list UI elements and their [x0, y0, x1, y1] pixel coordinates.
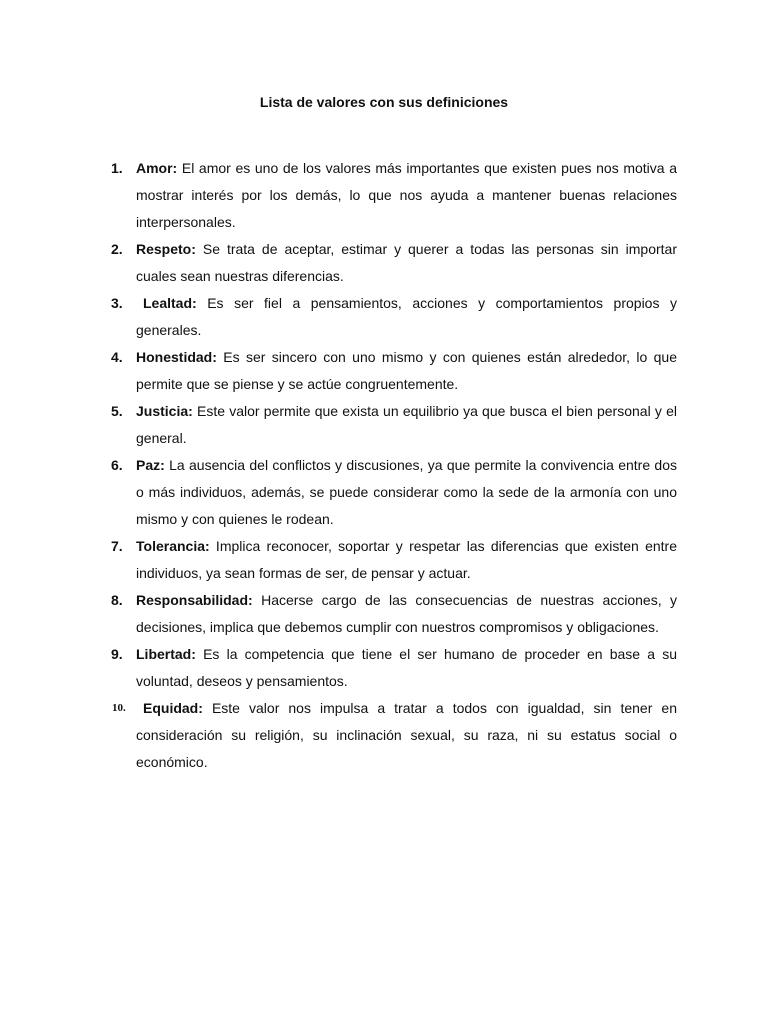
list-item — [112, 695, 677, 776]
item-number: 2. — [111, 241, 123, 257]
list-item — [111, 344, 677, 398]
item-term: Respeto: — [136, 241, 196, 257]
list-item — [111, 398, 677, 452]
item-definition: Hacerse cargo de las consecuencias de nuestras acciones, y decisiones, implica que debemos cumplir con nuestros compromisos y obligaciones. — [136, 592, 677, 635]
item-term: Equidad: — [143, 700, 203, 716]
item-term: Tolerancia: — [136, 538, 210, 554]
item-definition: La ausencia del conflictos y discusiones, ya que permite la convivencia entre dos o más individuos, además, se puede considerar como la sede de la armonía con uno mismo y con quienes le rodean. — [136, 457, 677, 527]
item-number: 10. — [112, 702, 126, 714]
list-item — [111, 533, 677, 587]
list-item — [111, 452, 677, 533]
list-item — [111, 641, 677, 695]
list-item — [111, 236, 677, 290]
item-definition: Es ser sincero con uno mismo y con quienes están alrededor, lo que permite que se piense y se actúe congruentemente. — [136, 349, 677, 392]
item-number: 3. — [111, 295, 123, 311]
item-term: Paz: — [136, 457, 165, 473]
list-item — [111, 155, 677, 236]
list-item — [111, 290, 677, 344]
item-definition: Es la competencia que tiene el ser humano de proceder en base a su voluntad, deseos y pensamientos. — [136, 646, 677, 689]
item-term: Lealtad: — [143, 295, 197, 311]
item-number: 4. — [111, 349, 123, 365]
values-list — [111, 155, 677, 776]
document-title: Lista de valores con sus definiciones — [259, 94, 509, 110]
item-number: 1. — [111, 160, 123, 176]
item-term: Amor: — [136, 160, 178, 176]
item-definition: Este valor permite que exista un equilibrio ya que busca el bien personal y el general. — [136, 403, 677, 446]
item-definition: El amor es uno de los valores más importantes que existen pues nos motiva a mostrar interés por los demás, lo que nos ayuda a mantener buenas relaciones interpersonales. — [136, 160, 677, 230]
item-number: 5. — [111, 403, 123, 419]
item-number: 6. — [111, 457, 123, 473]
item-definition: Este valor nos impulsa a tratar a todos con igualdad, sin tener en consideración su religión, su inclinación sexual, su raza, ni su estatus social o económico. — [136, 700, 677, 770]
item-number: 9. — [111, 646, 123, 662]
list-item — [111, 587, 677, 641]
item-term: Libertad: — [136, 646, 196, 662]
item-definition: Se trata de aceptar, estimar y querer a todas las personas sin importar cuales sean nuestras diferencias. — [136, 241, 677, 284]
item-definition: Implica reconocer, soportar y respetar las diferencias que existen entre individuos, ya sean formas de ser, de pensar y actuar. — [136, 538, 677, 581]
item-term: Honestidad: — [136, 349, 217, 365]
item-number: 8. — [111, 592, 123, 608]
item-term: Justicia: — [136, 403, 193, 419]
item-definition: Es ser fiel a pensamientos, acciones y comportamientos propios y generales. — [136, 295, 677, 338]
item-number: 7. — [111, 538, 123, 554]
item-term: Responsabilidad: — [136, 592, 253, 608]
